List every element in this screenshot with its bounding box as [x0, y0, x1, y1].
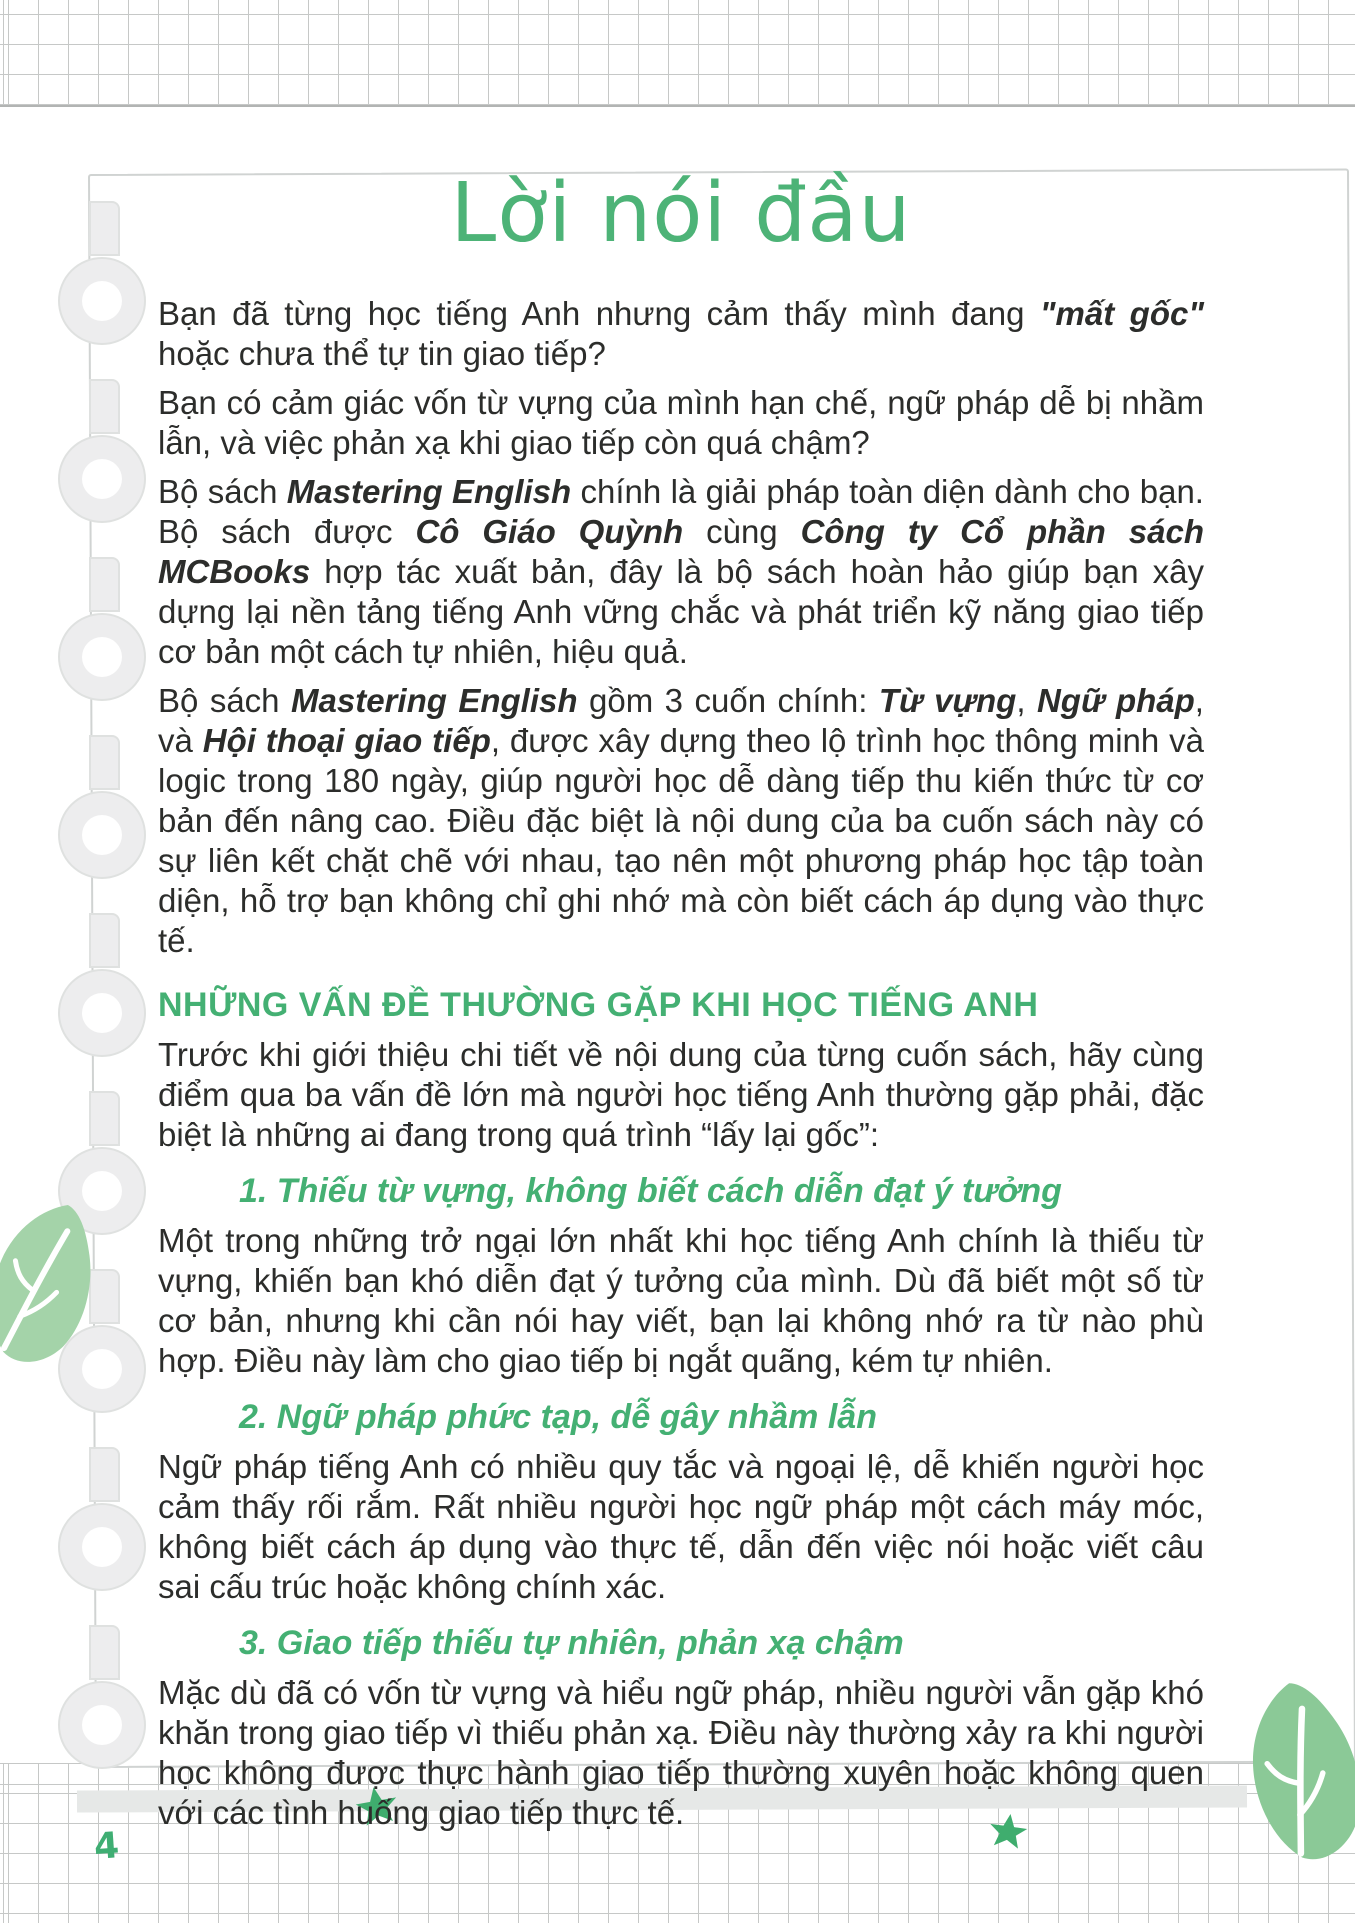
- preface-paragraph: Bộ sách Mastering English gồm 3 cuốn chính: Từ vựng, Ngữ pháp, và Hội thoại giao tiếp, được xây dựng theo lộ trình học thông minh và logic trong 180 ngày, giúp người học dễ dàng tiếp thu kiến thức từ cơ bản đến nâng cao. Điều đặc biệt là nội dung của ba cuốn sách này có sự liên kết chặt chẽ với nhau, tạo nên một phương pháp học tập toàn diện, hỗ trợ bạn không chỉ ghi nhớ mà còn biết cách áp dụng vào thực tế.: [158, 682, 1204, 959]
- numbered-subheading: 1. Thiếu từ vựng, không biết cách diễn đạt ý tưởng: [239, 1172, 1062, 1210]
- preface-paragraph: Bạn đã từng học tiếng Anh nhưng cảm thấy mình đang "mất gốc" hoặc chưa thể tự tin giao tiếp?: [158, 295, 1204, 372]
- page-number: 4: [92, 1825, 121, 1868]
- spiral-binding-icon: [54, 552, 146, 704]
- spiral-binding-icon: [54, 1442, 146, 1594]
- preface-paragraph: Bạn có cảm giác vốn từ vựng của mình hạn chế, ngữ pháp dễ bị nhầm lẫn, và việc phản xạ khi giao tiếp còn quá chậm?: [158, 384, 1204, 461]
- preface-paragraph: Trước khi giới thiệu chi tiết về nội dung của từng cuốn sách, hãy cùng điểm qua ba vấn đề lớn mà người học tiếng Anh thường gặp phải, đặc biệt là những ai đang trong quá trình “lấy lại gốc”:: [158, 1036, 1204, 1153]
- numbered-subheading: 2. Ngữ pháp phức tạp, dễ gây nhầm lẫn: [239, 1398, 877, 1436]
- preface-paragraph: Mặc dù đã có vốn từ vựng và hiểu ngữ pháp, nhiều người vẫn gặp khó khăn trong giao tiếp vì thiếu phản xạ. Điều này thường xảy ra khi người học không được thực hành giao tiếp thường xuyên hoặc không quen với các tình huống giao tiếp thực tế.: [158, 1674, 1204, 1831]
- preface-body: [158, 294, 1204, 1833]
- preface-paragraph: Một trong những trở ngại lớn nhất khi học tiếng Anh chính là thiếu từ vựng, khiến bạn khó diễn đạt ý tưởng của mình. Dù đã biết một số từ cơ bản, nhưng khi cần nói hay viết, bạn lại không nhớ ra từ nào phù hợp. Điều này làm cho giao tiếp bị ngắt quãng, kém tự nhiên.: [158, 1222, 1204, 1379]
- section-heading: NHỮNG VẤN ĐỀ THƯỜNG GẶP KHI HỌC TIẾNG ANH: [158, 986, 1039, 1024]
- spiral-binding-icon: [54, 196, 146, 348]
- spiral-binding-icon: [54, 1620, 146, 1772]
- page-title: Lời nói đầu: [450, 166, 912, 261]
- preface-paragraph: Ngữ pháp tiếng Anh có nhiều quy tắc và ngoại lệ, dễ khiến người học cảm thấy rối rắm. Rất nhiều người học ngữ pháp một cách máy móc, không biết cách áp dụng vào thực tế, dẫn đến việc nói hoặc viết câu sai cấu trúc hoặc không chính xác.: [158, 1448, 1204, 1605]
- preface-content: [158, 160, 1204, 1842]
- numbered-subheading: 3. Giao tiếp thiếu tự nhiên, phản xạ chậm: [239, 1624, 904, 1662]
- preface-paragraph: Bộ sách Mastering English chính là giải pháp toàn diện dành cho bạn. Bộ sách được Cô Giáo Quỳnh cùng Công ty Cổ phần sách MCBooks hợp tác xuất bản, đây là bộ sách hoàn hảo giúp bạn xây dựng lại nền tảng tiếng Anh vững chắc và phát triển kỹ năng giao tiếp cơ bản một cách tự nhiên, hiệu quả.: [158, 473, 1204, 670]
- top-grid-band: [0, 0, 1355, 107]
- spiral-binding-icon: [54, 730, 146, 882]
- spiral-binding-icon: [54, 908, 146, 1060]
- spiral-binding-icon: [54, 374, 146, 526]
